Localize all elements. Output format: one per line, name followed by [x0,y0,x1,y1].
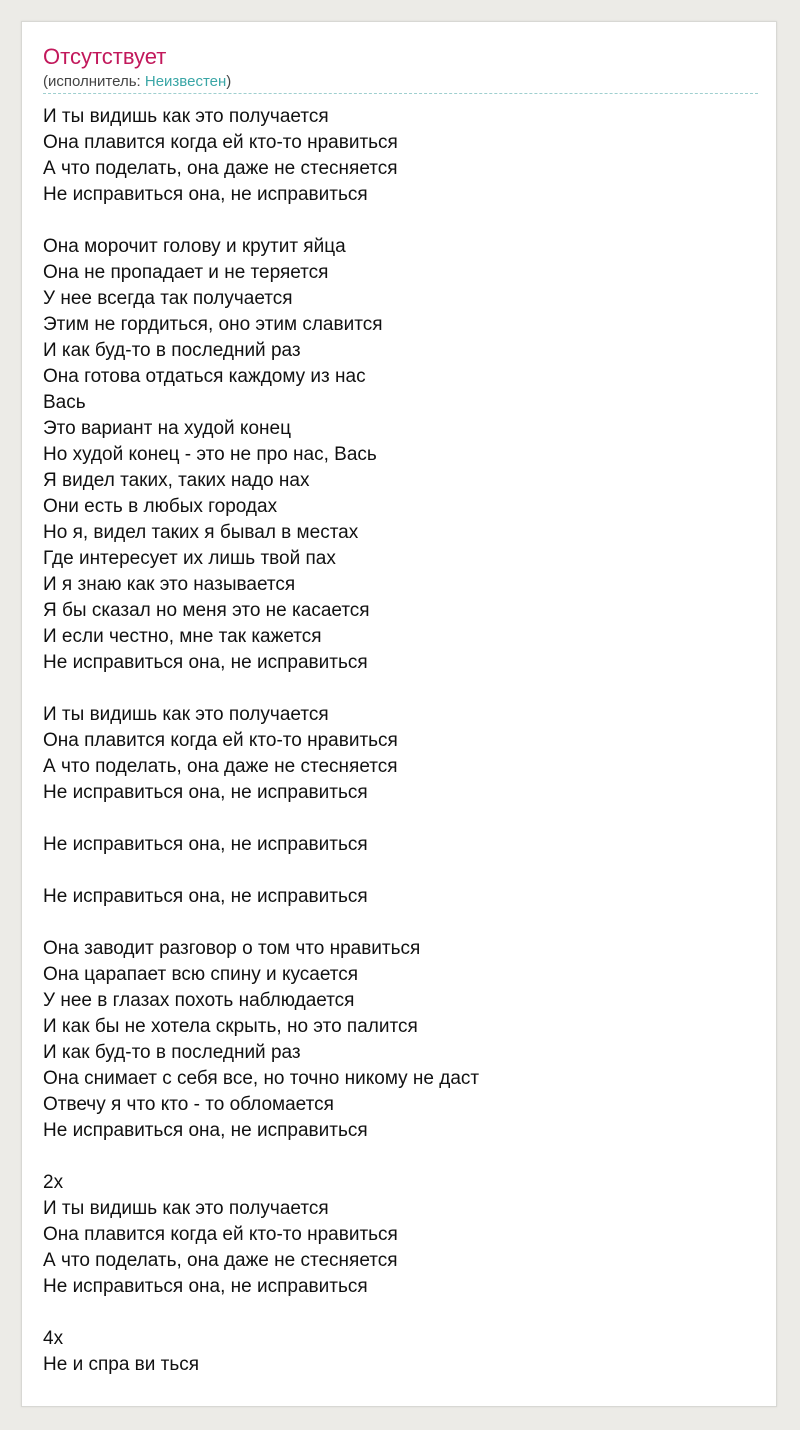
lyric-line: И я знаю как это называется [43,574,296,595]
lyric-line: Она не пропадает и не теряется [43,262,329,283]
lyric-line: Этим не гордиться, оно этим славится [43,314,383,335]
lyric-line: Я видел таких, таких надо нах [43,470,310,491]
lyric-line: Она плавится когда ей кто-то нравиться [43,1224,398,1245]
lyric-line: Не исправиться она, не исправиться [43,652,368,673]
lyric-line: Не исправиться она, не исправиться [43,886,368,907]
divider [43,93,758,94]
stanza-break [43,806,758,832]
lyric-line: У нее в глазах похоть наблюдается [43,990,355,1011]
lyric-line: И как бы не хотела скрыть, но это палится [43,1016,418,1037]
lyric-line: А что поделать, она даже не стесняется [43,158,398,179]
stanza-break [43,208,758,234]
stanza-break [43,858,758,884]
lyrics-page [21,21,777,1407]
lyric-line: Не исправиться она, не исправиться [43,1120,368,1141]
lyric-line: Не исправиться она, не исправиться [43,184,368,205]
lyric-line: Не и спра ви ться [43,1354,200,1375]
stanza-break [43,1300,758,1326]
lyric-line: Это вариант на худой конец [43,418,291,439]
song-title: Отсутствует [43,44,167,69]
lyric-line: И ты видишь как это получается [43,1198,329,1219]
lyric-line: 4x [43,1328,64,1349]
lyric-line: Где интересует их лишь твой пах [43,548,336,569]
lyric-line: Вась [43,392,86,413]
lyric-line: Она готова отдаться каждому из нас [43,366,366,387]
lyric-line: У нее всегда так получается [43,288,293,309]
lyric-line: Но худой конец - это не про нас, Вась [43,444,377,465]
lyric-line: Не исправиться она, не исправиться [43,1276,368,1297]
lyric-line: А что поделать, она даже не стесняется [43,756,398,777]
lyric-line: Не исправиться она, не исправиться [43,782,368,803]
lyric-line: И ты видишь как это получается [43,704,329,725]
artist-link[interactable]: Неизвестен [144,73,227,90]
lyric-line: Но я, видел таких я бывал в местах [43,522,359,543]
lyric-line: Отвечу я что кто - то обломается [43,1094,334,1115]
lyric-line: Не исправиться она, не исправиться [43,834,368,855]
stanza-break [43,1144,758,1170]
lyric-line: Она плавится когда ей кто-то нравиться [43,730,398,751]
lyric-line: Они есть в любых городах [43,496,278,517]
lyrics-text [43,104,758,1378]
artist-prefix: (исполнитель: [43,73,145,90]
lyric-line: Я бы сказал но меня это не касается [43,600,370,621]
lyric-line: Она морочит голову и крутит яйца [43,236,346,257]
lyric-line: Она заводит разговор о том что нравиться [43,938,421,959]
lyric-line: Она снимает с себя все, но точно никому не даст [43,1068,480,1089]
lyric-line: А что поделать, она даже не стесняется [43,1250,398,1271]
stanza-break [43,676,758,702]
lyric-line: 2x [43,1172,64,1193]
lyric-line: И как буд-то в последний раз [43,340,301,361]
artist-suffix: ) [226,73,232,90]
lyric-line: И если честно, мне так кажется [43,626,322,647]
stanza-break [43,910,758,936]
lyric-line: И как буд-то в последний раз [43,1042,301,1063]
lyric-line: Она плавится когда ей кто-то нравиться [43,132,398,153]
artist-line [43,73,231,91]
lyric-line: И ты видишь как это получается [43,106,329,127]
lyric-line: Она царапает всю спину и кусается [43,964,359,985]
